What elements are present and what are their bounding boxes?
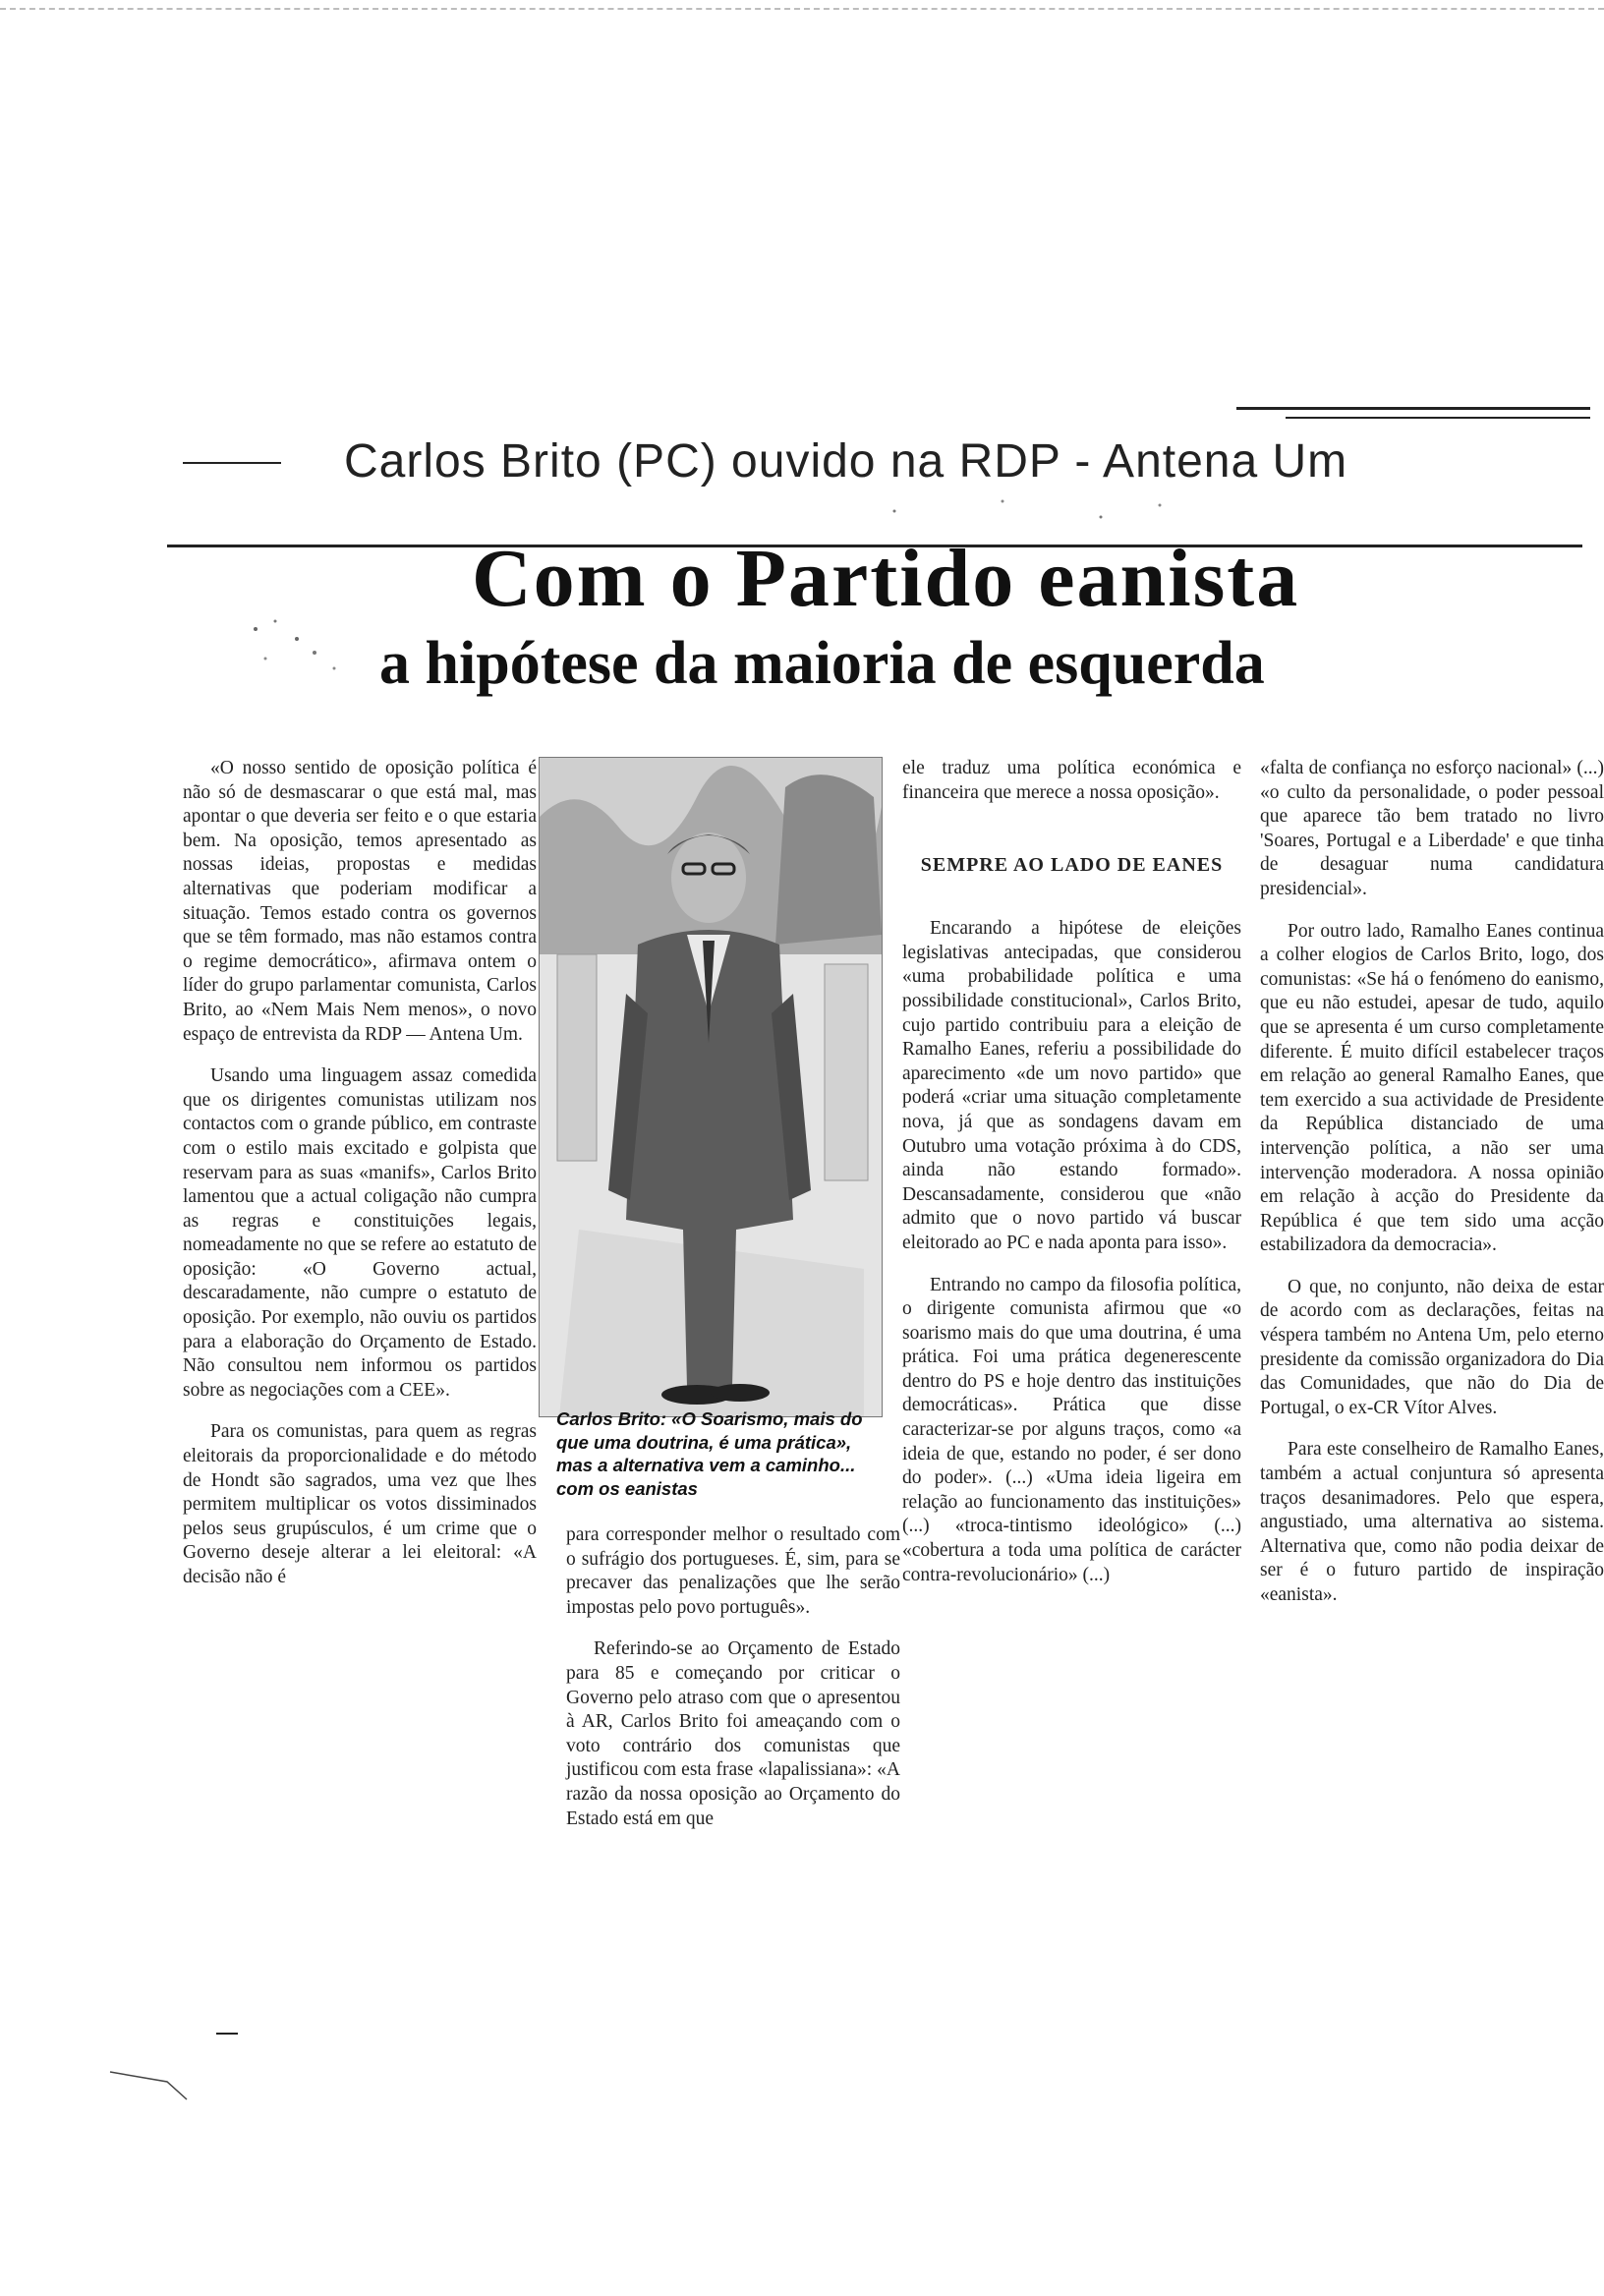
paragraph: O que, no conjunto, não deixa de estar de acordo com as declarações, feitas na véspera também no Antena Um, pelo eterno presidente da comissão organizadora do Dia das Comunidades, que não do Dia de Portugal, o ex-CR Vítor Alves.	[1260, 1276, 1604, 1418]
paragraph: Por outro lado, Ramalho Eanes continua a colher elogios de Carlos Brito, logo, dos comunistas: «Se há o fenómeno do eanismo, que eu não estudei, apesar de tudo, aquilo que se apresenta é um curso completamente diferente. É muito difícil estabelecer traços em relação ao general Ramalho Eanes, que tem exercido a sua actividade de Presidente da República distanciado de uma intervenção política, a não ser uma intervenção moderadora. A nossa opinião em relação à acção do Presidente da República é que tem sido uma acção estabilizadora da democracia».	[1260, 920, 1604, 1256]
scan-speckle	[885, 491, 1179, 531]
paragraph: Para os comunistas, para quem as regras eleitorais da proporcionalidade e do método de Hondt são sagrados, uma vez que lhes permitem multiplicar os votos dissiminados pelos seus grupúsculos, é um crime que o Governo deseje alterar a lei eleitoral: «A decisão não é	[183, 1421, 537, 1587]
paragraph: Usando uma linguagem assaz comedida que os dirigentes comunistas utilizam nos contactos com o grande público, em contraste com o estilo mais excitado e golpista que reservam para as suas «manifs», Carlos Brito lamentou que a actual coligação não cumpra as regras e constituições legais, nomeadamente no que se refere ao estatuto de oposição: «O Governo actual, descaradamente, não cumpre o estatuto de oposição. Por exemplo, não ouviu os partidos para a elaboração do Orçamento de Estado. Não consultou nem informou os partidos sobre as negociações com a CEE».	[183, 1065, 537, 1401]
photo-caption: Carlos Brito: «O Soarismo, mais do que uma doutrina, é uma prática», mas a alternativa vem a caminho... com os eanistas	[556, 1408, 863, 1499]
decorative-rule	[183, 462, 281, 464]
text-column-4	[1260, 757, 1604, 1626]
subheadline: a hipótese da maioria de esquerda	[379, 630, 1265, 697]
section-heading: SEMPRE AO LADO DE EANES	[920, 854, 1224, 877]
paragraph: Entrando no campo da filosofia política, o dirigente comunista afirmou que «o soarismo mais do que uma doutrina, é uma prática. Foi uma prática degenerescente dentro do PS e hoje dentro das instituições democráticas». Prática que disse caracterizar-se por alguns traços, como «a ideia de que, estando no poder, é ser dono do poder». (...) «Uma ideia ligeira em relação ao funcionamento das instituições» (...) «troca-tintismo ideológico» (...) «cobertura a toda uma política de carácter contra-revolucionário» (...)	[902, 1274, 1241, 1585]
headline: Com o Partido eanista	[472, 533, 1300, 624]
column-end-mark	[216, 2033, 238, 2035]
scan-speckle	[246, 609, 364, 688]
paragraph: para corresponder melhor o resultado com o sufrágio dos portugueses. É, sim, para se precaver das penalizações que lhe serão impostas pelo povo português».	[566, 1524, 900, 1618]
text-column-2	[566, 1523, 900, 1849]
text-column-3	[902, 757, 1241, 1605]
paragraph: Referindo-se ao Orçamento de Estado para 85 e começando por criticar o Governo pelo atraso com que o apresentou à AR, Carlos Brito foi ameaçando com o voto contrário dos comunistas que justificou com esta frase «lapalissiana»: «A razão da nossa oposição ao Orçamento do Estado está em que	[566, 1638, 900, 1829]
photo-illustration	[540, 758, 882, 1416]
scan-top-edge	[0, 8, 1604, 10]
decorative-rule	[1236, 407, 1590, 410]
paragraph: «O nosso sentido de oposição política é não só de desmascarar o que está mal, mas apontar o que deveria ser feito e o que estaria bem. Na oposição, temos apresentado as nossas ideias, propostas e medidas alternativas que poderiam modificar a situação. Temos estado contra os governos que se têm formado, mas não estamos contra o regime democrático», afirmava ontem o líder do grupo parlamentar comunista, Carlos Brito, ao «Nem Mais Nem menos», o novo espaço de entrevista da RDP — Antena Um.	[183, 758, 537, 1045]
paragraph: Encarando a hipótese de eleições legislativas antecipadas, que considerou «uma probabilidade política e uma possibilidade constitucional», Carlos Brito, cujo partido contribuiu para a eleição de Ramalho Eanes, referiu a possibilidade do aparecimento «de um novo partido» que poderá «criar uma situação completamente nova, já que as sondagens davam em Outubro uma votação próxima à do CDS, ainda não estando formado». Descansadamente, considerou que «não admito que o novo partido vá buscar eleitorado ao PC e nada aponta para isso».	[902, 918, 1241, 1253]
paragraph: Para este conselheiro de Ramalho Eanes, também a actual conjuntura só apresenta traços desanimadores. Pelo que espera, angustiado, uma alternativa ao sistema. Alternativa que, como não podia deixar de ser é o futuro partido de inspiração «eanista».	[1260, 1439, 1604, 1605]
kicker-line: Carlos Brito (PC) ouvido na RDP - Antena Um	[344, 435, 1348, 488]
scan-scratch-mark	[108, 2068, 197, 2107]
text-column-1	[183, 757, 537, 1608]
decorative-rule	[1286, 417, 1590, 419]
paragraph: ele traduz uma política económica e financeira que merece a nossa oposição».	[902, 758, 1241, 803]
photo-carlos-brito	[539, 757, 883, 1417]
paragraph: «falta de confiança no esforço nacional» (...) «o culto da personalidade, o poder pessoal que aparece tão bem tratado no livro 'Soares, Portugal e a Liberdade' e que tinha de desaguar numa candidatura presidencial».	[1260, 758, 1604, 899]
